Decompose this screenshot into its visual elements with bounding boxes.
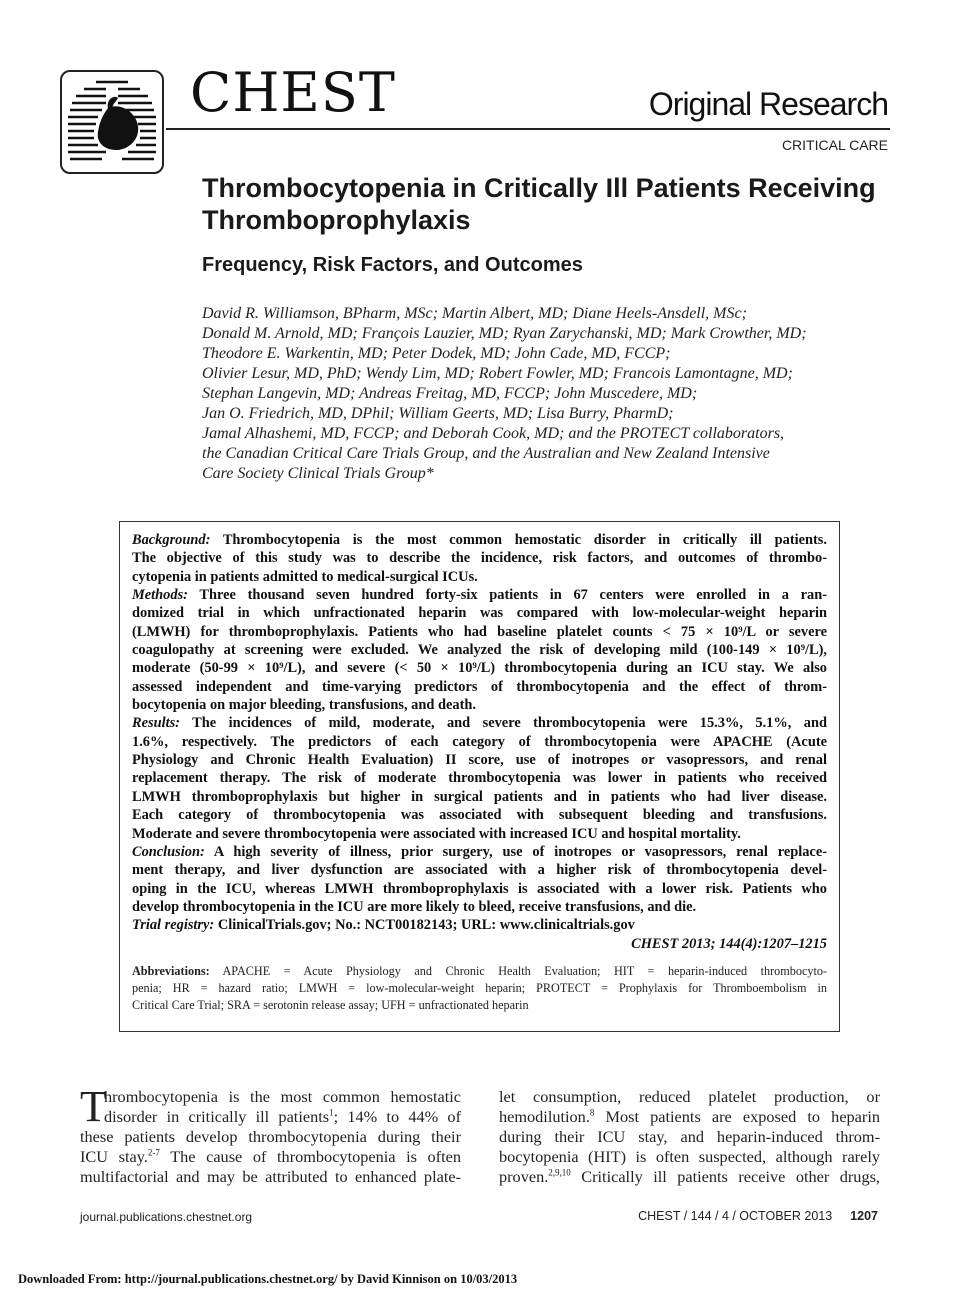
author-line: Donald M. Arnold, MD; François Lauzier, MD; Ryan Zarychanski, MD; Mark Crowther, MD; (202, 325, 807, 342)
author-line: Jan O. Friedrich, MD, DPhil; William Geerts, MD; Lisa Burry, PharmD; (202, 405, 674, 422)
abstract-line: LMWH thromboprophylaxis but higher in surgical patients and in patients who had liver disease. (132, 788, 827, 805)
author-list (202, 304, 882, 484)
abbreviations-text: APACHE = Acute Physiology and Chronic Health Evaluation; HIT = heparin-induced thrombocyto- (209, 963, 827, 978)
results-label: Results: (132, 715, 180, 732)
abstract-line: Each category of thrombocytopenia was associated with subsequent bleeding and transfusions. (132, 807, 827, 824)
journal-name: CHEST (190, 61, 396, 124)
reference-marker: 2,9,10 (548, 1167, 571, 1178)
abstract-line: moderate (50-99 × 10⁹/L), and severe (< 50 × 10⁹/L) thrombocytopenia during an ICU stay. We also (132, 660, 827, 677)
issue-info (638, 1209, 878, 1223)
abbreviations-line (132, 963, 827, 980)
reference-marker: 2-7 (147, 1147, 160, 1158)
abstract-line: replacement therapy. The risk of moderate thrombocytopenia was lower in patients who received (132, 770, 827, 787)
abstract-text: A high severity of illness, prior surgery, use of inotropes or vasopressors, renal replace- (204, 843, 827, 860)
author-line: David R. Williamson, BPharm, MSc; Martin Albert, MD; Diane Heels-Ansdell, MSc; (202, 305, 747, 322)
body-line: let consumption, reduced platelet production, or (499, 1087, 880, 1106)
author-line: Olivier Lesur, MD, PhD; Wendy Lim, MD; Robert Fowler, MD; Francois Lamontagne, MD; (202, 365, 793, 382)
abstract-line: oping in the ICU, whereas LMWH thromboprophylaxis is associated with a lower risk. Patients who (132, 880, 827, 897)
article-title: Thrombocytopenia in Critically Ill Patients Receiving Thromboprophylaxis (202, 173, 876, 235)
section-label: Original Research (648, 86, 888, 122)
abstract-line: (LMWH) for thromboprophylaxis. Patients who had baseline platelet counts < 75 × 10⁹/L or severe (132, 623, 827, 640)
abstract-line (132, 586, 827, 604)
body-text: ICU stay. (80, 1147, 148, 1166)
abstract-line: Moderate and severe thrombocytopenia were associated with increased ICU and hospital mortality. (132, 825, 741, 842)
abstract-line: ment therapy, and liver dysfunction are associated with a higher risk of thrombocytopenia devel- (132, 862, 827, 879)
abstract-line: coagulopathy at screening were excluded. We analyzed the risk of developing mild (100-149 × 10⁹/L), (132, 642, 827, 659)
body-text: hemodilution. (499, 1107, 590, 1126)
page-number: 1207 (850, 1209, 878, 1223)
body-text: ; 14% to 44% of (333, 1107, 461, 1126)
body-line (499, 1167, 880, 1187)
body-text: proven. (499, 1167, 549, 1186)
abstract-line: 1.6%, respectively. The predictors of each category of thrombocytopenia were APACHE (Acute (132, 733, 827, 750)
registry-label: Trial registry: (132, 917, 215, 934)
abbreviations-label: Abbreviations: (132, 963, 210, 978)
header-divider (166, 128, 890, 130)
abstract-line: develop thrombocytopenia in the ICU are more likely to bleed, receive transfusions, and die. (132, 898, 697, 915)
abstract-line: bocytopenia on major bleeding, transfusions, and death. (132, 697, 476, 714)
abstract-text: The incidences of mild, moderate, and severe thrombocytopenia were 15.3%, 5.1%, and (179, 715, 827, 732)
body-text: The cause of thrombocytopenia is often (159, 1147, 461, 1166)
body-line: these patients develop thrombocytopenia during their (80, 1127, 461, 1146)
abbreviations-line: penia; HR = hazard ratio; LMWH = low-molecular-weight heparin; PROTECT = Prophylaxis for Thromboembolism in (132, 980, 827, 995)
conclusion-label: Conclusion: (132, 843, 205, 860)
abstract-box (119, 521, 840, 1032)
body-text: Most patients are exposed to heparin (594, 1107, 880, 1126)
drop-cap: T (80, 1082, 107, 1131)
abstract-text: Three thousand seven hundred forty-six patients in 67 centers were enrolled in a ran- (187, 587, 827, 604)
abstract-text: Thrombocytopenia is the most common hemostatic disorder in critically ill patients. (210, 532, 827, 548)
author-line: the Canadian Critical Care Trials Group, and the Australian and New Zealand Intensive (202, 445, 770, 462)
body-line (80, 1107, 461, 1127)
body-column-left (80, 1082, 461, 1187)
methods-label: Methods: (132, 587, 188, 604)
reference-marker: 8 (589, 1107, 595, 1118)
reference-marker: 1 (329, 1107, 334, 1118)
body-line: during their ICU stay, and heparin-induced throm- (499, 1127, 880, 1146)
body-line: bocytopenia (HIT) is often suspected, although rarely (499, 1147, 880, 1166)
abstract-line (132, 531, 827, 549)
abbreviations-line: Critical Care Trial; SRA = serotonin release assay; UFH = unfractionated heparin (132, 997, 529, 1012)
body-text: disorder in critically ill patients (104, 1107, 330, 1126)
author-line: Jamal Alhashemi, MD, FCCP; and Deborah Cook, MD; and the PROTECT collaborators, (202, 425, 785, 442)
article-subtitle: Frequency, Risk Factors, and Outcomes (202, 254, 583, 276)
abstract-line: assessed independent and time-varying predictors of thrombocytopenia and the effect of throm- (132, 678, 827, 695)
lungs-heart-icon (62, 72, 162, 172)
journal-citation: CHEST 2013; 144(4):1207–1215 (631, 935, 827, 952)
registry-text: ClinicalTrials.gov; No.: NCT00182143; URL: www.clinicaltrials.gov (214, 917, 635, 934)
background-label: Background: (132, 532, 211, 548)
abstract-line: domized trial in which unfractionated heparin was compared with low-molecular-weight heparin (132, 605, 827, 622)
issue-text: CHEST / 144 / 4 / OCTOBER 2013 (638, 1209, 833, 1223)
author-line: Theodore E. Warkentin, MD; Peter Dodek, MD; John Cade, MD, FCCP; (202, 345, 671, 362)
abstract-line (132, 843, 827, 861)
category-label: CRITICAL CARE (781, 137, 888, 153)
body-line: multifactorial and may be attributed to enhanced plate- (80, 1167, 461, 1186)
abbreviations (132, 963, 827, 1014)
journal-logo (60, 70, 164, 174)
journal-url[interactable]: journal.publications.chestnet.org (80, 1210, 253, 1224)
body-column-right (499, 1087, 880, 1187)
download-note: Downloaded From: http://journal.publications.chestnet.org/ by David Kinnison on 10/03/2013 (18, 1272, 518, 1286)
abstract-line: The objective of this study was to describe the incidence, risk factors, and outcomes of thrombo- (132, 550, 827, 567)
abstract-line (132, 714, 827, 732)
body-line: hrombocytopenia is the most common hemostatic (104, 1087, 461, 1106)
body-line (80, 1147, 461, 1167)
abstract-line: Physiology and Chronic Health Evaluation) II score, use of inotropes or vasopressors, and renal (132, 752, 827, 769)
author-line: Care Society Clinical Trials Group* (202, 465, 434, 482)
body-line (499, 1107, 880, 1127)
author-line: Stephan Langevin, MD; Andreas Freitag, MD, FCCP; John Muscedere, MD; (202, 385, 698, 402)
body-text: Critically ill patients receive other drugs, (570, 1167, 880, 1186)
trial-registry (132, 916, 827, 934)
abstract-line: cytopenia in patients admitted to medical-surgical ICUs. (132, 568, 478, 585)
